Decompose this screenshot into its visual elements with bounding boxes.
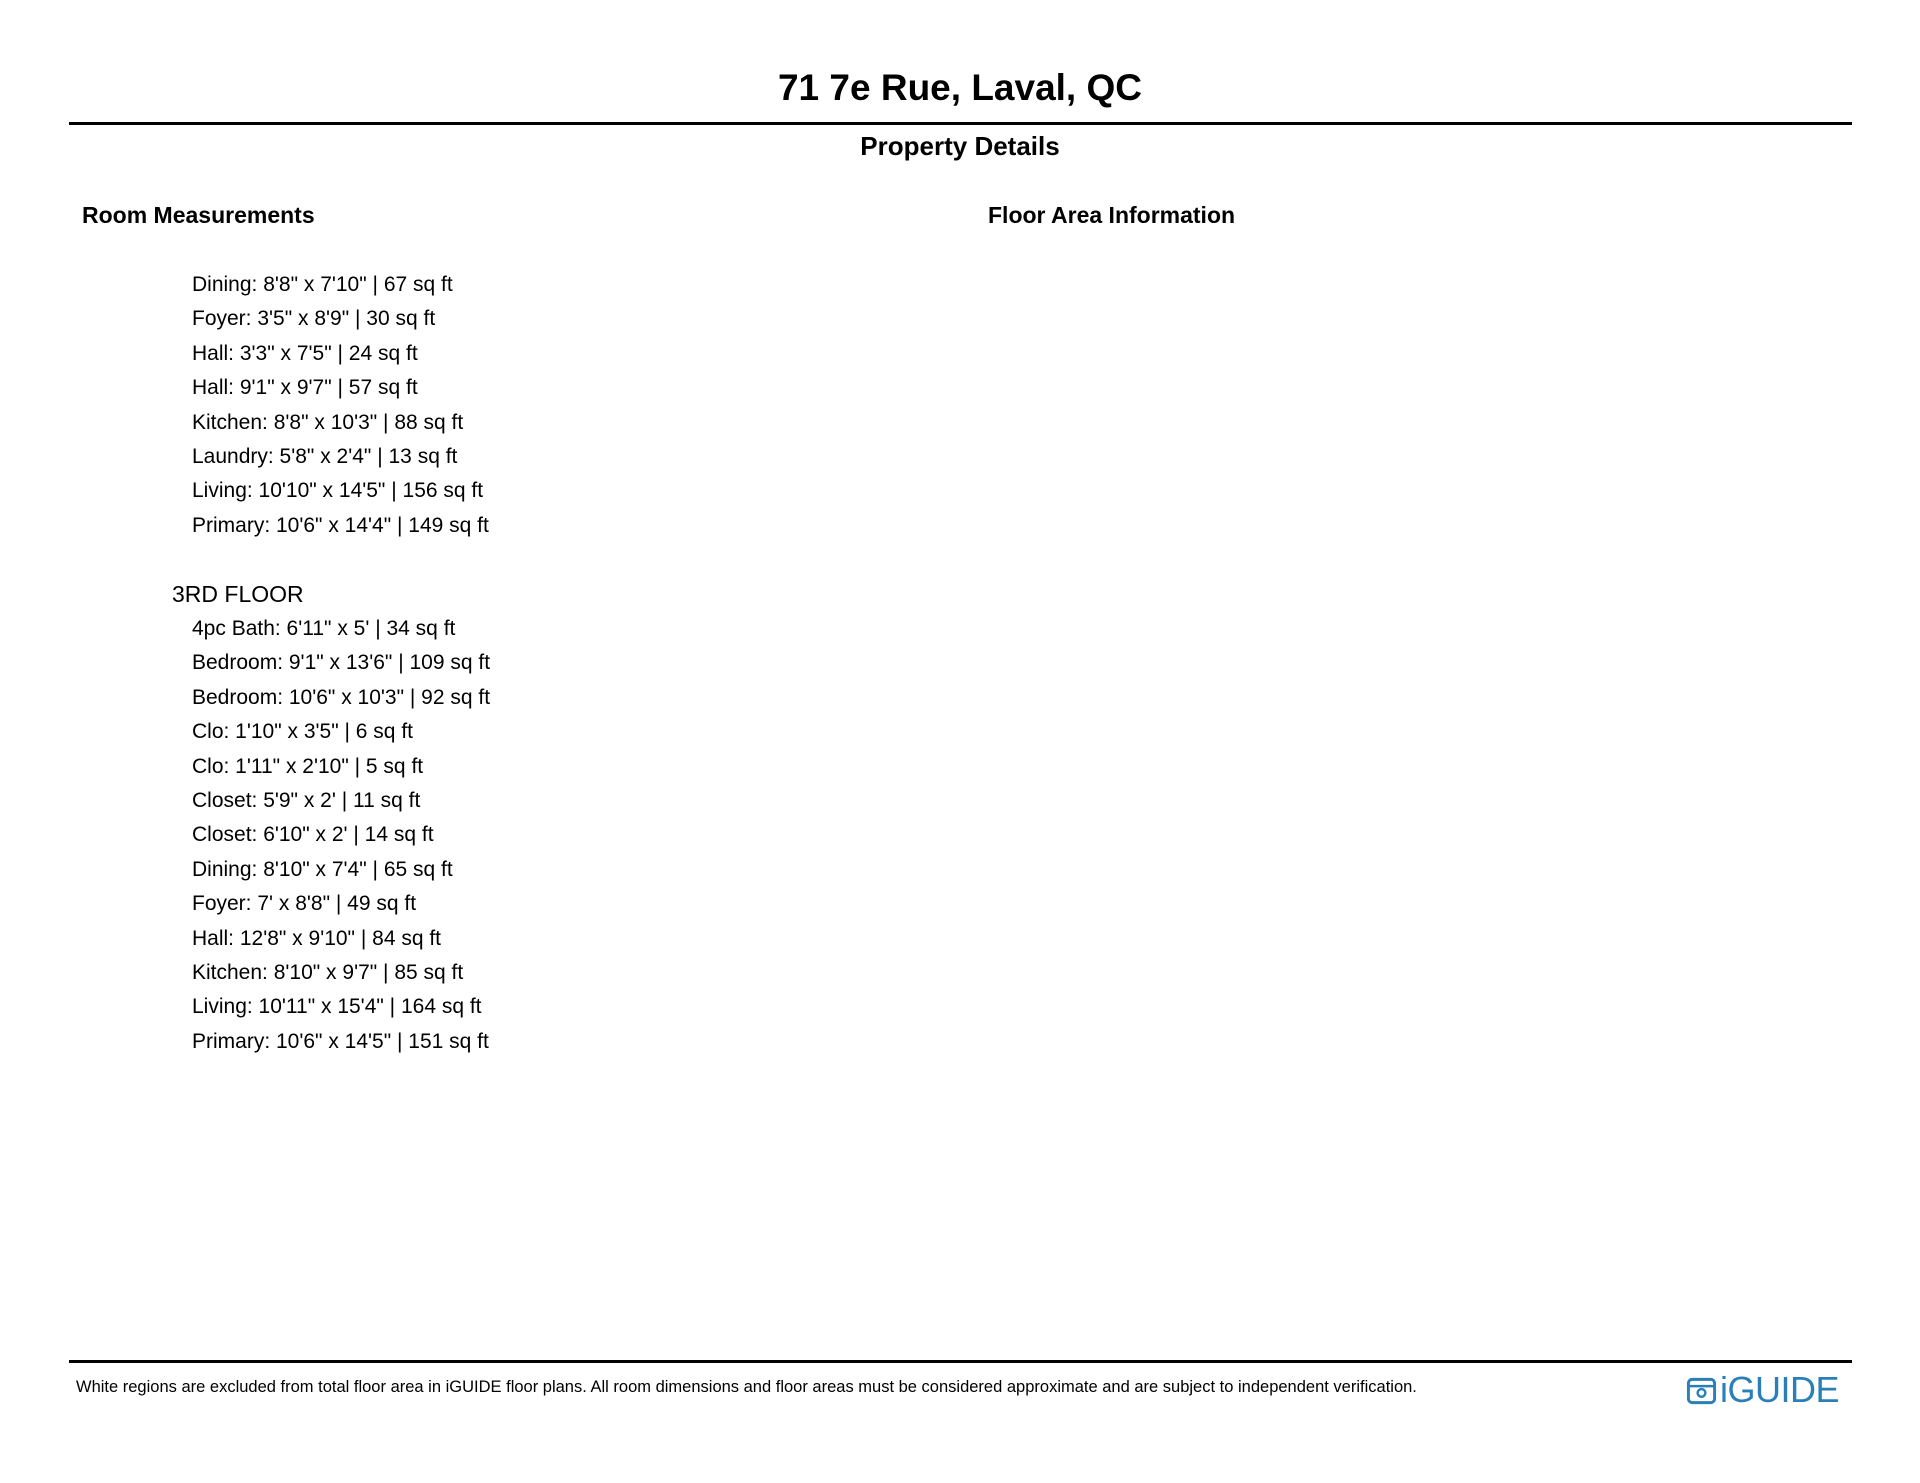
room-item: Living: 10'10" x 14'5" | 156 sq ft <box>192 479 484 503</box>
room-item: Bedroom: 10'6" x 10'3" | 92 sq ft <box>192 685 491 709</box>
room-item: Kitchen: 8'10" x 9'7" | 85 sq ft <box>192 960 464 984</box>
room-item: Clo: 1'11" x 2'10" | 5 sq ft <box>192 754 424 778</box>
room-item: Clo: 1'10" x 3'5" | 6 sq ft <box>192 720 413 744</box>
room-item: Living: 10'11" x 15'4" | 164 sq ft <box>192 995 482 1019</box>
room-item: Dining: 8'10" x 7'4" | 65 sq ft <box>192 857 453 881</box>
room-item: Closet: 6'10" x 2' | 14 sq ft <box>192 823 434 847</box>
room-item: Primary: 10'6" x 14'4" | 149 sq ft <box>192 513 489 537</box>
room-item: Dining: 8'8" x 7'10" | 67 sq ft <box>192 273 453 296</box>
room-item: Foyer: 3'5" x 8'9" | 30 sq ft <box>192 307 436 331</box>
third-floor-label: 3RD FLOOR <box>172 581 304 607</box>
room-item: Primary: 10'6" x 14'5" | 151 sq ft <box>192 1029 489 1053</box>
disclaimer-text: White regions are excluded from total floor area in iGUIDE floor plans. All room dimensions and floor areas must be considered approximate and are subject to independent verification. <box>76 1378 1417 1396</box>
room-item: Foyer: 7' x 8'8" | 49 sq ft <box>192 892 417 916</box>
room-item: Hall: 3'3" x 7'5" | 24 sq ft <box>192 341 418 365</box>
room-item: 4pc Bath: 6'11" x 5' | 34 sq ft <box>192 617 456 640</box>
page-subtitle: Property Details <box>860 131 1060 161</box>
room-item: Hall: 9'1" x 9'7" | 57 sq ft <box>192 376 418 400</box>
room-item: Hall: 12'8" x 9'10" | 84 sq ft <box>192 926 442 950</box>
third-floor-room-list <box>192 612 490 1059</box>
iguide-logo-text: iGUIDE <box>1720 1369 1840 1410</box>
room-item: Closet: 5'9" x 2' | 11 sq ft <box>192 788 421 812</box>
iguide-logo-icon <box>1686 1375 1717 1406</box>
room-list <box>192 268 489 543</box>
page-title: 71 7e Rue, Laval, QC <box>777 67 1142 108</box>
footer-divider <box>69 1360 1852 1363</box>
room-item: Kitchen: 8'8" x 10'3" | 88 sq ft <box>192 410 464 434</box>
room-item: Bedroom: 9'1" x 13'6" | 109 sq ft <box>192 651 491 675</box>
room-measurements-heading: Room Measurements <box>82 202 315 228</box>
floor-area-heading: Floor Area Information <box>988 202 1236 228</box>
header-divider <box>69 122 1852 125</box>
room-item: Laundry: 5'8" x 2'4" | 13 sq ft <box>192 444 458 468</box>
iguide-logo <box>1686 1371 1839 1409</box>
